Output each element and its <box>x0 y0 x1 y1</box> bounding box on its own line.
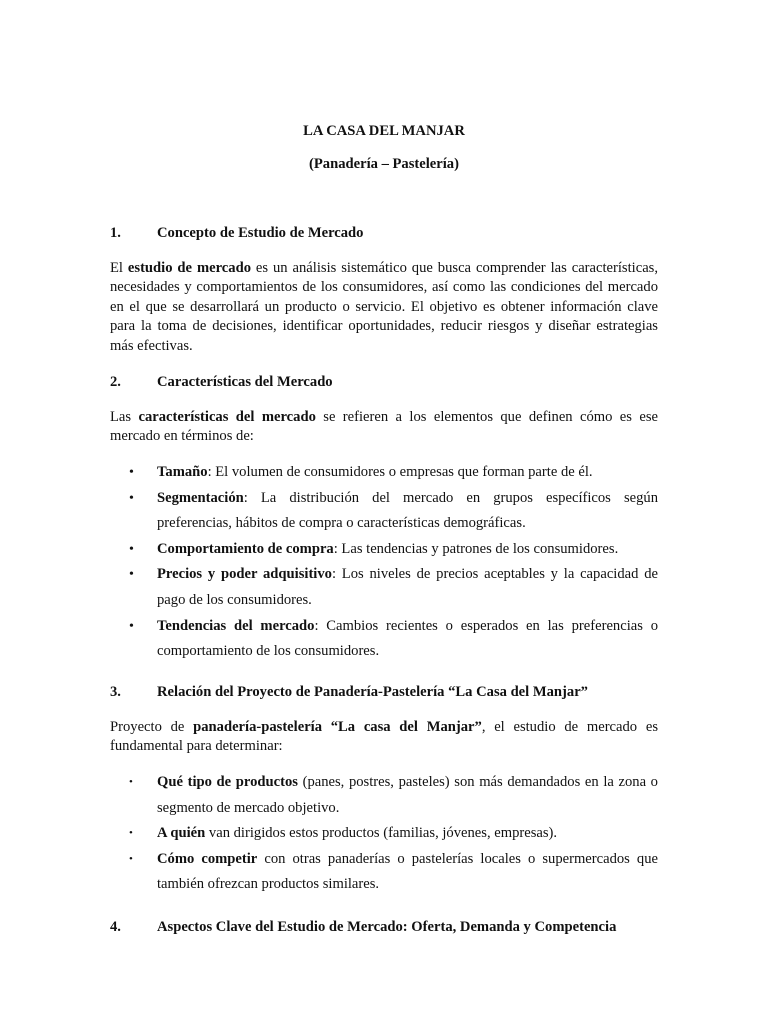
section-3-number: 3. <box>110 684 121 700</box>
list-item-text: van dirigidos estos productos (familias, jóvenes, empresas). <box>205 825 558 842</box>
bullet-icon: • <box>129 541 134 557</box>
bullet-icon: • <box>129 465 134 480</box>
list-item-text: : Cambios recientes o esperados en las preferencias o comportamiento de los consumidores. <box>157 617 658 660</box>
list-item-text: (panes, postres, pasteles) son más demandados en la zona o segmento de mercado objetivo. <box>157 774 658 816</box>
list-item <box>110 614 658 665</box>
list-item-text: : La distribución del mercado en grupos específicos según preferencias, hábitos de compra o características demográficas. <box>157 489 658 532</box>
list-item-text: : Las tendencias y patrones de los consumidores. <box>333 540 619 557</box>
section-1-heading <box>110 223 670 243</box>
list-item <box>110 562 658 613</box>
list-item <box>110 486 658 537</box>
list-item-text: : Los niveles de precios aceptables y la capacidad de pago de los consumidores. <box>157 566 658 608</box>
section-2-paragraph <box>110 408 658 447</box>
section-4-number: 4. <box>110 919 121 935</box>
section-3-heading <box>110 682 670 702</box>
section-3-list <box>110 770 658 898</box>
list-item-bold: Tamaño <box>157 464 208 480</box>
section-3-bold: panadería-pastelería “La casa del Manjar” <box>193 719 482 735</box>
section-1-title: Concepto de Estudio de Mercado <box>157 225 364 241</box>
list-item <box>110 847 658 898</box>
list-item <box>110 537 658 563</box>
list-item-text: con otras panaderías o pastelerías locales o supermercados que también ofrezcan productos similares. <box>157 850 659 893</box>
section-2-number: 2. <box>110 374 121 390</box>
list-item-bold: Comportamiento de compra <box>157 540 334 557</box>
section-2-bold: características del mercado <box>138 409 316 425</box>
list-item-bold: A quién <box>157 825 206 842</box>
section-2-title: Características del Mercado <box>157 374 333 390</box>
section-3-paragraph <box>110 718 658 757</box>
document-title: LA CASA DEL MANJAR <box>303 123 465 139</box>
list-item-bold: Cómo competir <box>157 850 258 867</box>
section-2-lead: Las <box>110 409 139 425</box>
section-3-lead: Proyecto de <box>110 719 194 735</box>
list-item <box>110 821 658 847</box>
bullet-icon: • <box>129 618 134 634</box>
bullet-icon: • <box>129 776 133 788</box>
section-2-heading <box>110 372 670 392</box>
bullet-icon: • <box>129 490 134 506</box>
list-item-bold: Tendencias del mercado <box>157 617 315 634</box>
bullet-icon: • <box>129 827 133 840</box>
list-item <box>110 770 658 821</box>
list-item <box>110 460 658 486</box>
bullet-icon: • <box>129 852 133 865</box>
list-item-text: : El volumen de consumidores o empresas que forman parte de él. <box>207 464 593 480</box>
list-item-bold: Precios y poder adquisitivo <box>157 566 332 583</box>
section-2-text: se refieren a los elementos que definen cómo es ese mercado en términos de: <box>110 409 658 445</box>
document-subtitle: (Panadería – Pastelería) <box>309 156 459 172</box>
section-3-title: Relación del Proyecto de Panadería-Pastelería “La Casa del Manjar” <box>157 684 588 700</box>
list-item-bold: Segmentación <box>157 489 244 506</box>
section-3-text: , el estudio de mercado es fundamental para determinar: <box>110 719 658 755</box>
section-1-text: es un análisis sistemático que busca comprender las características, necesidades y comportamientos de los consumidores, así como las condiciones del mercado en el que se desarrollará un producto o servicio. El objetivo es obtener información clave para la toma de decisiones, identificar oportunidades, reducir riesgos y diseñar estrategias más efectivas. <box>110 260 659 354</box>
bullet-icon: • <box>129 567 134 583</box>
section-2-list <box>110 460 658 665</box>
section-1-number: 1. <box>110 225 121 241</box>
section-1-paragraph <box>110 259 658 356</box>
section-1-lead: El <box>110 260 128 276</box>
section-4-heading <box>110 917 670 937</box>
section-1-bold: estudio de mercado <box>127 260 251 276</box>
section-4-title: Aspectos Clave del Estudio de Mercado: Oferta, Demanda y Competencia <box>157 919 617 935</box>
list-item-bold: Qué tipo de productos <box>157 774 298 790</box>
